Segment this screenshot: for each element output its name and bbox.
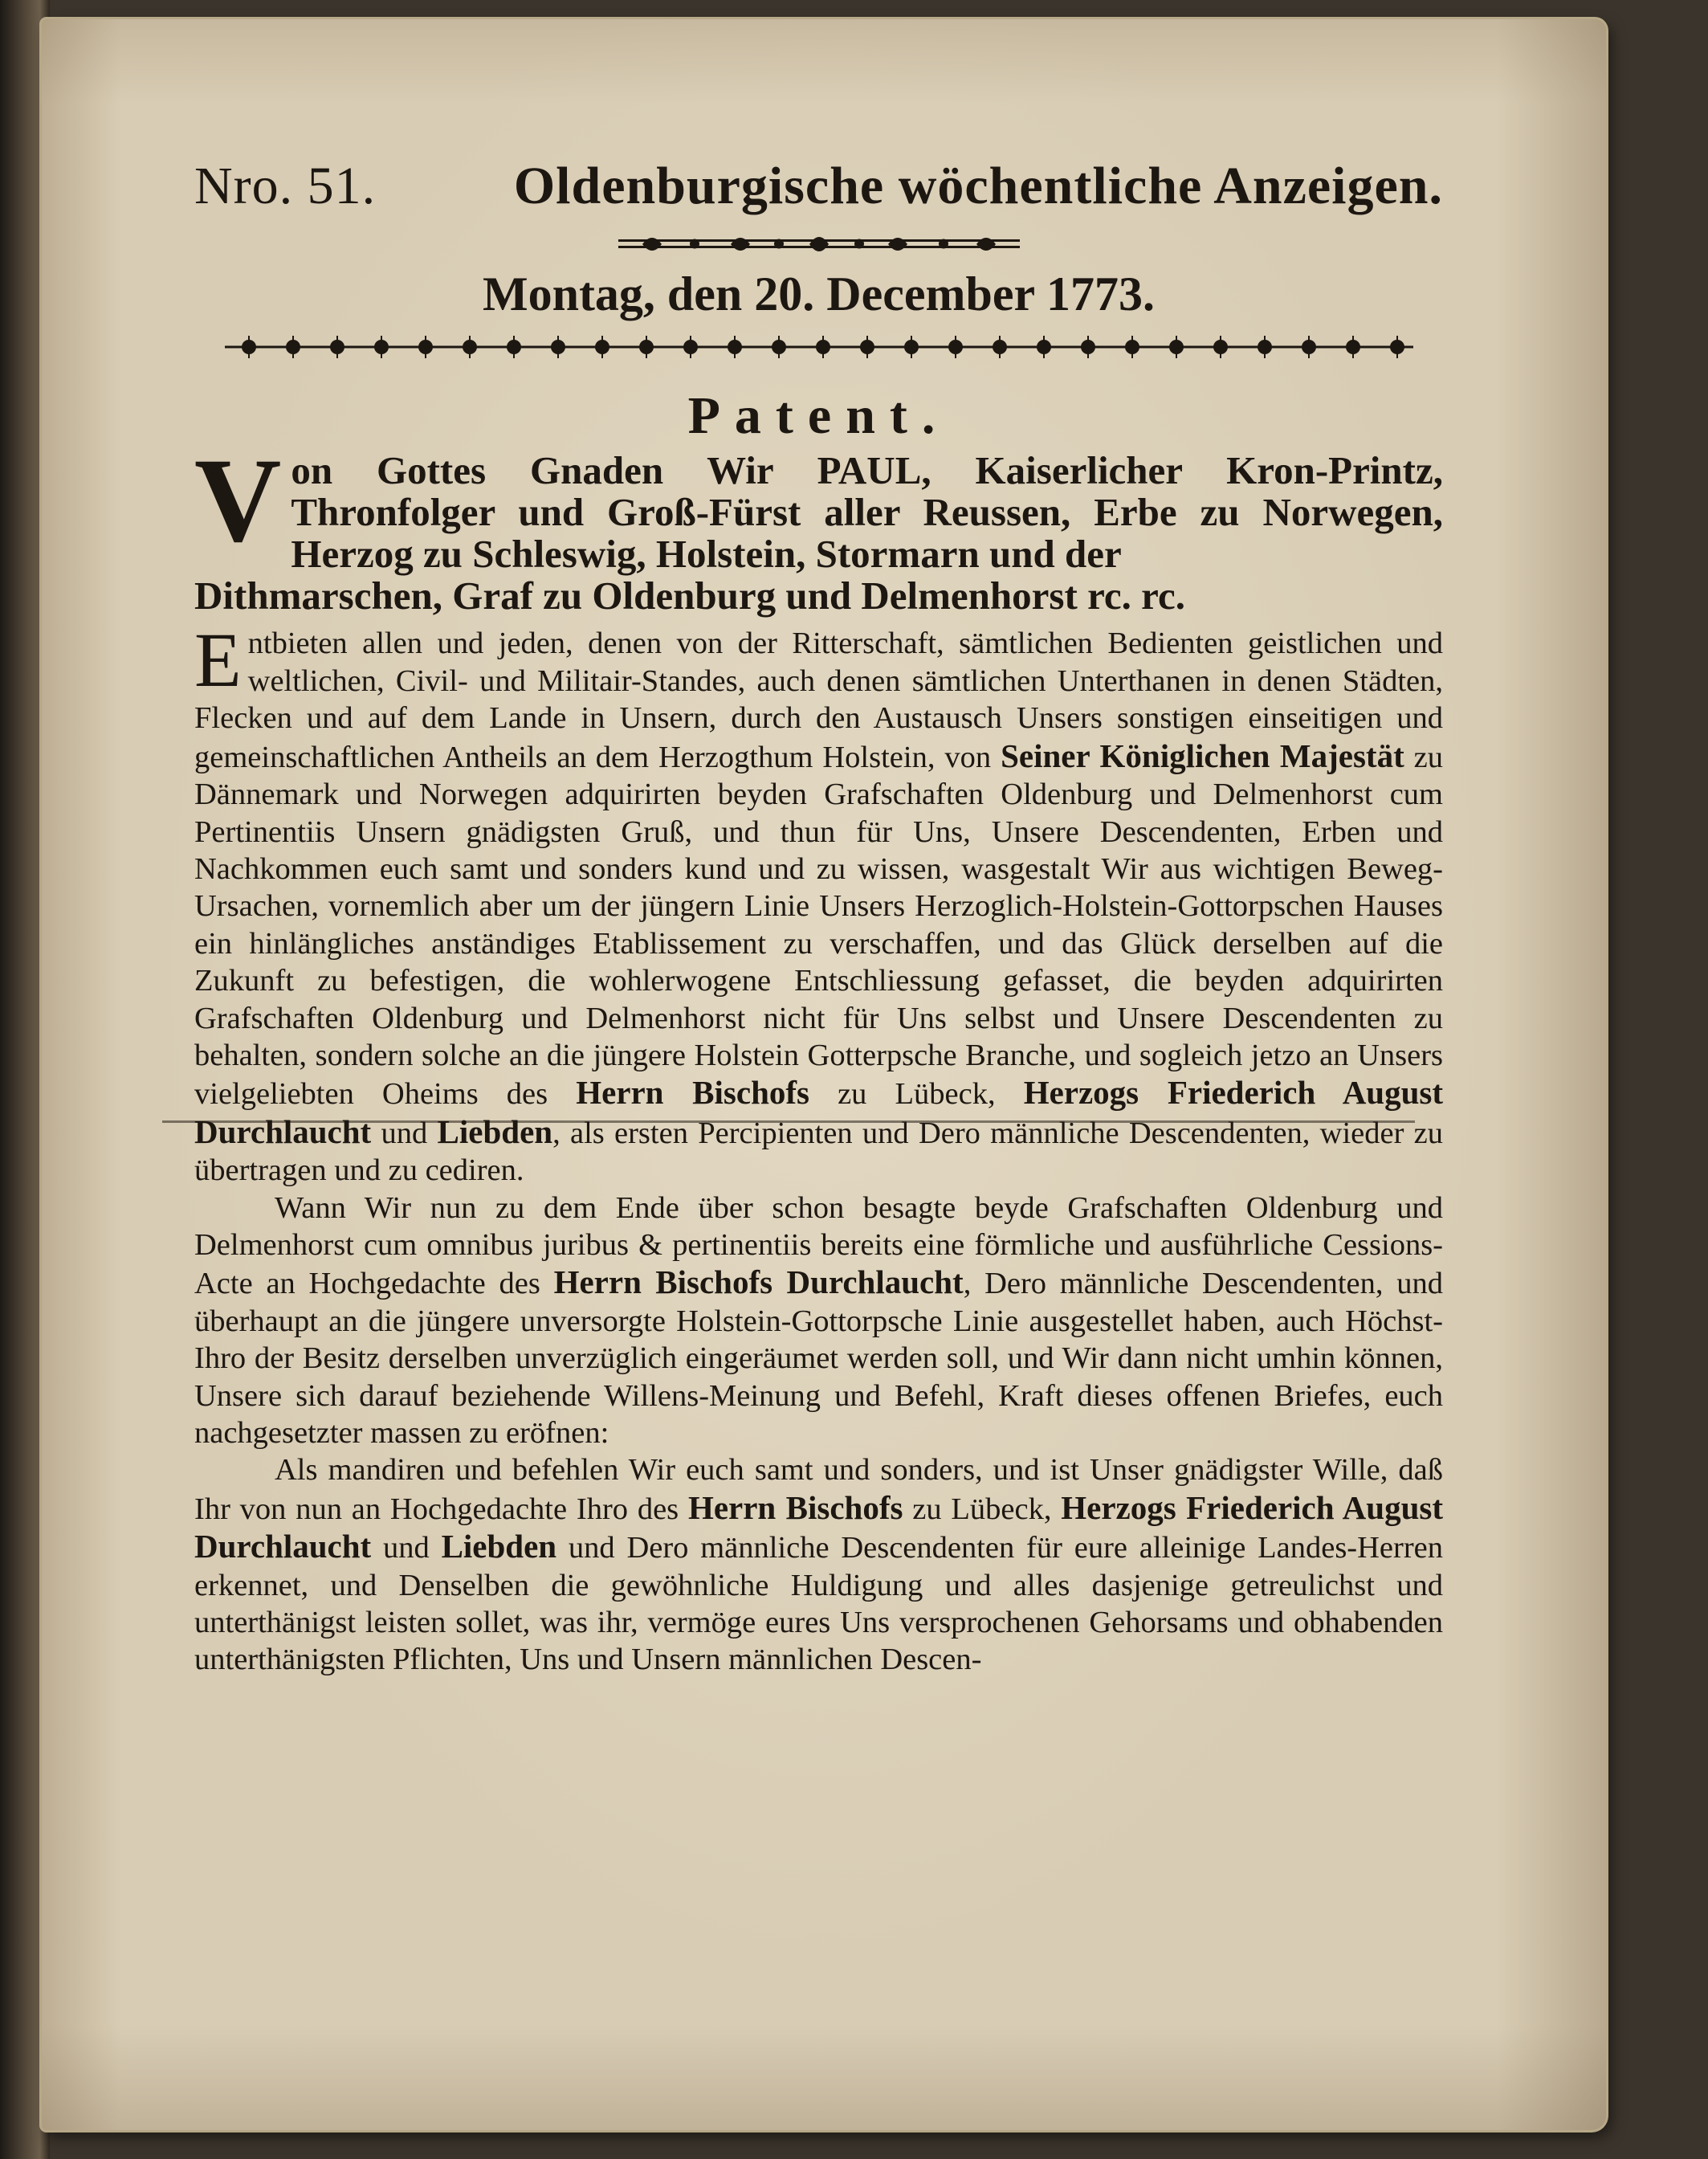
- paragraph-2: [194, 1190, 1443, 1452]
- paragraph-1-dropcap: E: [194, 617, 242, 704]
- text-run: , Dero männliche Descendenten, und überhaupt an die jüngere unversorgte Holstein-Gottorpsche Linie ausgestellet haben, auch Höchst-Ihro der Besitz derselben unverzüglich eingeräumet werden soll, und Wir dann nicht umhin können, Unsere sich darauf beziehende Willens-Meinung und Befehl, Kraft dieses offenen Briefes, euch nachgesetzter massen zu eröfnen:: [194, 1267, 1443, 1451]
- document-heading: Patent.: [687, 386, 950, 445]
- emphasis-run: Herrn Bischofs Durchlaucht: [553, 1263, 964, 1301]
- emphasis-run: Herrn Bischofs: [576, 1074, 809, 1112]
- emphasis-run: Herzogs Friederich August Durchlaucht: [194, 1074, 1444, 1150]
- emphasis-run: Liebden: [437, 1112, 553, 1150]
- masthead: [194, 156, 1443, 217]
- ornament-band-icon: [610, 228, 1028, 260]
- emphasis-run: Liebden: [441, 1528, 557, 1565]
- issue-date: Montag, den 20. December 1773.: [482, 267, 1156, 320]
- emphasis-run: Seiner Königlichen Majestät: [1001, 737, 1404, 774]
- text-run: Als mandiren und befehlen Wir euch samt und sonders, und ist Unser gnädigster Wille, daß Ihr von nun an Hochgedachte Ihro des: [194, 1453, 1443, 1526]
- intro-paragraph: [194, 434, 1443, 618]
- text-run: und Dero männliche Descendenten für eure alleinige Landes-Herren erkennet, und Denselben die gewöhnliche Huldigung und alles dasjenige getreulichst und unterthänigst leisten sollet, was ihr, vermöge eures Uns versprochenen Gehorsams und obhabenden unterthänigsten Pflichten, Uns und Unsern männlichen Descen-: [194, 1531, 1443, 1677]
- intro-dropcap: V: [194, 434, 282, 568]
- text-run: , als ersten Percipienten und Dero männliche Descendenten, wieder zu übertragen und zu cediren.: [194, 1116, 1444, 1188]
- emphasis-run: Herrn Bischofs: [687, 1488, 903, 1526]
- text-run: zu Dännemark und Norwegen adquirirten beyden Grafschaften Oldenburg und Delmenhorst cum Pertinentiis Unsern gnädigsten Gruß, und thun für Uns, Unsere Descendenten, Erben und Nachkommen euch samt und sonders kund und zu wissen, wasgestalt Wir aus wichtigen Beweg-Ursachen, vornemlich aber um der jüngern Linie Unsers Herzoglich-Holstein-Gottorpschen Hauses ein hinlängliches anständiges Etablissement zu verschaffen, und das Glück derselben auf die Zukunft zu befestigen, die wohlerwogene Entschliessung gefasset, die beyden adquirirten Grafschaften Oldenburg und Delmenhorst nicht für Uns selbst und Unsere Descendenten zu behalten, sondern solche an die jüngere Holstein Gotterpsche Branche, und sogleich jetzo an Unsers vielgeliebten Oheims des: [194, 740, 1444, 1112]
- text-run: ntbieten allen und jeden, denen von der Ritterschaft, sämtlichen Bedienten geistlichen und weltlichen, Civil- und Militair-Standes, auch denen sämtlichen Unterthanen in denen Städten, Flecken und auf dem Lande in Unsern, durch den Austausch Unsers sonstigen einseitigen und gemeinschaftlichen Antheils an dem Herzogthum Holstein, von: [194, 626, 1443, 774]
- masthead-ornament: [194, 228, 1443, 260]
- text-run: zu Lübeck,: [838, 1077, 996, 1112]
- emphasis-run: Herzogs Friederich August Durchlaucht: [194, 1488, 1444, 1565]
- paragraph-1: [194, 617, 1444, 1189]
- issue-number: Nro. 51.: [194, 157, 377, 215]
- text-run: Wann Wir nun zu dem Ende über schon besagte beyde Grafschaften Oldenburg und Delmenhorst cum omnibus juribus & pertinentiis bereits eine förmliche und ausführliche Cessions-Acte an Hochgedachte des: [194, 1190, 1443, 1301]
- text-run: und: [381, 1116, 428, 1150]
- star-divider-icon: [225, 331, 1413, 363]
- body-text: [194, 617, 1444, 1678]
- paragraph-3: [194, 1451, 1443, 1678]
- page-content: [194, 156, 1443, 1679]
- intro-text: on Gottes Gnaden Wir PAUL, Kaiserlicher Kron-Printz, Thronfolger und Groß-Fürst aller Reussen, Erbe zu Norwegen, Herzog zu Schleswig, Holstein, Stormarn und der: [291, 448, 1443, 577]
- newspaper-page: [42, 19, 1606, 2130]
- text-run: und: [383, 1531, 430, 1565]
- intro-last-line: Dithmarschen, Graf zu Oldenburg und Delmenhorst rc. rc.: [194, 573, 1186, 618]
- newspaper-title: Oldenburgische wöchentliche Anzeigen.: [513, 157, 1443, 215]
- text-run: zu Lübeck,: [912, 1492, 1052, 1526]
